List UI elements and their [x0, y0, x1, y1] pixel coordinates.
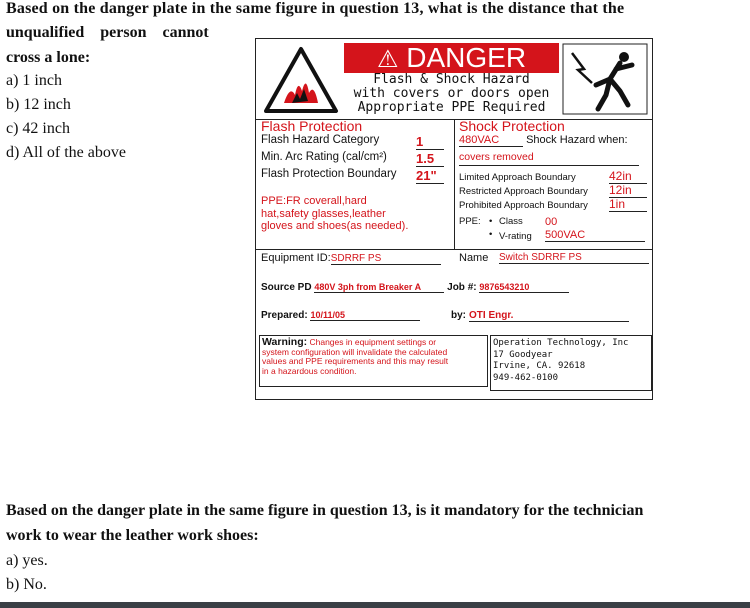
- option-c: c) 42 inch: [6, 120, 70, 137]
- flash-protection-title: Flash Protection: [261, 118, 363, 134]
- job-label: Job #:: [447, 282, 477, 293]
- warning-text: in a hazardous condition.: [262, 365, 357, 376]
- ppe-line: hat,safety glasses,leather: [261, 207, 386, 220]
- divider: [256, 249, 652, 250]
- flash-row-label: Flash Hazard Category: [261, 134, 380, 146]
- flash-row: [261, 151, 453, 168]
- shock-row-value: 1in: [609, 197, 647, 212]
- shock-row-value: 12in: [609, 183, 647, 198]
- job-value: 9876543210: [479, 282, 569, 293]
- ppe-line: PPE:FR coverall,hard: [261, 195, 367, 207]
- option-b: b) No.: [6, 576, 47, 593]
- source-value: 480V 3ph from Breaker A: [314, 282, 444, 293]
- shock-hazard-label: Shock Hazard when:: [526, 134, 628, 146]
- question2-line1: Based on the danger plate in the same figure in question 13, is it mandatory for the technician: [6, 502, 644, 519]
- option-b: b) 12 inch: [6, 96, 71, 113]
- shock-ppe-label: PPE:: [459, 216, 481, 227]
- company-line: Irvine, CA. 92618: [493, 361, 586, 371]
- divider: [454, 119, 455, 249]
- shock-row: [459, 197, 649, 214]
- ppe-line: gloves and shoes(as needed).: [261, 220, 409, 232]
- warning-title: Warning:: [262, 336, 308, 348]
- prepared-row: [261, 310, 649, 326]
- option-a: a) 1 inch: [6, 72, 62, 89]
- equipment-label: Equipment ID:: [261, 252, 331, 264]
- shock-ppe-class-row: [459, 216, 649, 229]
- flash-row-label: Min. Arc Rating (cal/cm²): [261, 151, 387, 163]
- question1-line1: Based on the danger plate in the same figure in question 13, what is the distance that the: [6, 0, 625, 17]
- shock-voltage-row: [459, 134, 649, 149]
- flash-row-value: 1.5: [416, 151, 444, 167]
- class-label: Class: [499, 216, 523, 227]
- question1-line2: unqualified person cannot: [6, 24, 209, 41]
- by-value: OTI Engr.: [469, 310, 629, 322]
- danger-plate: [255, 38, 653, 400]
- subtitle-line: Appropriate PPE Required: [357, 100, 546, 115]
- flash-row-label: Flash Protection Boundary: [261, 168, 397, 180]
- question1-line3: cross a lone:: [6, 49, 91, 66]
- shock-row-label: Restricted Approach Boundary: [459, 186, 588, 197]
- prepared-value: 10/11/05: [310, 310, 420, 321]
- subtitle-line: Flash & Shock Hazard: [373, 72, 530, 87]
- flash-protection-section: [261, 119, 453, 233]
- vrating-label: V-rating: [499, 231, 532, 242]
- flash-row: [261, 168, 453, 185]
- danger-title: DANGER: [406, 42, 527, 73]
- flash-row-value: 21": [416, 168, 444, 184]
- bottom-bar: [0, 602, 750, 608]
- bullet-icon: •: [489, 229, 493, 240]
- shock-protection-title: Shock Protection: [459, 118, 565, 134]
- name-label: Name: [459, 252, 489, 264]
- danger-banner: [344, 43, 559, 73]
- electric-shock-icon: [562, 43, 648, 115]
- source-row: [261, 282, 649, 298]
- option-a: a) yes.: [6, 552, 48, 569]
- company-box: [490, 335, 652, 391]
- flash-row: [261, 134, 453, 151]
- equipment-value: SDRRF PS: [331, 253, 441, 265]
- flash-row-value: 1: [416, 134, 444, 150]
- warning-box: [259, 335, 488, 387]
- shock-vrating-row: [459, 229, 649, 243]
- shock-row-label: Prohibited Approach Boundary: [459, 200, 588, 211]
- danger-subtitle: [344, 73, 559, 115]
- source-label: Source PD: [261, 282, 312, 293]
- class-value: 00: [545, 216, 558, 228]
- name-value: Switch SDRRF PS: [499, 252, 649, 264]
- shock-protection-section: [459, 119, 649, 243]
- shock-voltage: 480VAC: [459, 134, 523, 147]
- shock-row-value: 42in: [609, 169, 647, 184]
- company-line: Operation Technology, Inc: [493, 338, 629, 348]
- warning-text: system configuration will invalidate the calculated: [262, 346, 448, 357]
- prepared-label: Prepared:: [261, 310, 308, 321]
- warning-text: Changes in equipment settings or: [309, 337, 437, 347]
- by-label: by:: [451, 310, 466, 321]
- equipment-row: [261, 252, 649, 268]
- warning-text: values and PPE requirements and this may result: [262, 356, 449, 366]
- shock-row-label: Limited Approach Boundary: [459, 172, 576, 183]
- question2-line2: work to wear the leather work shoes:: [6, 527, 259, 544]
- warning-icon: ⚠: [376, 46, 399, 73]
- bullet-icon: •: [489, 216, 493, 227]
- flash-ppe-text: [261, 195, 453, 233]
- vrating-value: 500VAC: [545, 229, 645, 242]
- flash-warning-icon: [262, 45, 340, 115]
- subtitle-line: with covers or doors open: [353, 86, 550, 101]
- option-d: d) All of the above: [6, 144, 126, 161]
- company-line: 949-462-0100: [493, 372, 559, 383]
- shock-condition: covers removed: [459, 151, 639, 166]
- company-line: 17 Goodyear: [493, 349, 553, 360]
